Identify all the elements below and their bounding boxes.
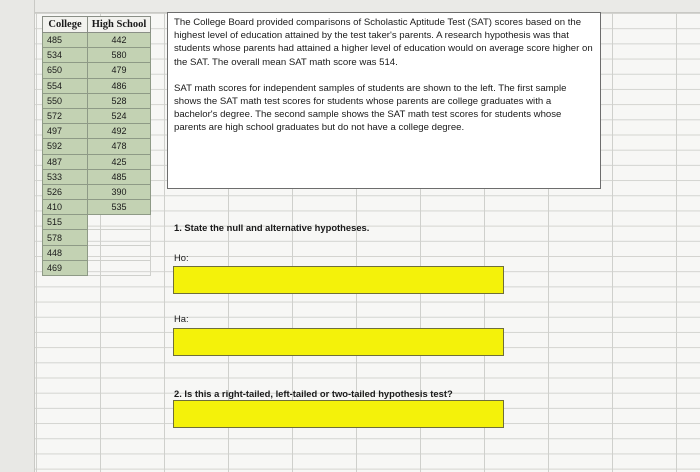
table-row [43,169,151,184]
college-score-cell[interactable]: 534 [43,48,88,63]
question-1-label: 1. State the null and alternative hypotheses. [174,222,370,233]
college-score-cell[interactable]: 533 [43,169,88,184]
high-school-header[interactable]: High School [88,17,151,33]
high-school-score-cell[interactable]: 485 [88,169,151,184]
college-header[interactable]: College [43,17,88,33]
table-row [43,63,151,78]
high-school-score-cell[interactable]: 528 [88,93,151,108]
table-row [43,215,151,230]
table-row [43,108,151,123]
table-row [43,48,151,63]
description-paragraph-2: SAT math scores for independent samples of students are shown to the left. The first sample shows the SAT math test scores for students whose parents are college graduates with a bachelor's degree. The second sample shows the SAT math test scores for students whose parents are high school graduates but do not have a college degree. [174,82,567,134]
college-score-cell[interactable]: 515 [43,215,88,230]
table-row [43,78,151,93]
empty-cell[interactable] [88,230,151,245]
empty-cell[interactable] [88,215,151,230]
high-school-score-cell[interactable]: 479 [88,63,151,78]
college-score-cell[interactable]: 485 [43,33,88,48]
table-row [43,139,151,154]
college-score-cell[interactable]: 487 [43,154,88,169]
sat-scores-table [42,16,151,276]
empty-cell[interactable] [88,245,151,260]
tail-answer-box[interactable] [173,400,504,428]
empty-cell[interactable] [88,260,151,275]
college-score-cell[interactable]: 578 [43,230,88,245]
college-score-cell[interactable]: 592 [43,139,88,154]
high-school-score-cell[interactable]: 425 [88,154,151,169]
table-row [43,154,151,169]
high-school-score-cell[interactable]: 478 [88,139,151,154]
table-row [43,93,151,108]
high-school-score-cell[interactable]: 486 [88,78,151,93]
ha-answer-box[interactable] [173,328,504,356]
table-row [43,200,151,215]
high-school-score-cell[interactable]: 580 [88,48,151,63]
high-school-score-cell[interactable]: 524 [88,108,151,123]
high-school-score-cell[interactable]: 535 [88,200,151,215]
table-row [43,230,151,245]
college-score-cell[interactable]: 572 [43,108,88,123]
table-row [43,260,151,275]
high-school-score-cell[interactable]: 442 [88,33,151,48]
high-school-score-cell[interactable]: 492 [88,124,151,139]
table-header-row [43,17,151,33]
table-row [43,124,151,139]
ho-label: Ho: [174,252,189,263]
college-score-cell[interactable]: 526 [43,184,88,199]
high-school-score-cell[interactable]: 390 [88,184,151,199]
problem-description-box [167,12,601,189]
table-row [43,33,151,48]
college-score-cell[interactable]: 554 [43,78,88,93]
ha-label: Ha: [174,313,189,324]
description-paragraph-1: The College Board provided comparisons of Scholastic Aptitude Test (SAT) scores based on the highest level of education attained by the test taker's parents. A research hypothesis was that students whose parents had attained a higher level of education would on average score higher on the SAT. The overall mean SAT math score was 514. [174,17,593,68]
college-score-cell[interactable]: 550 [43,93,88,108]
table-row [43,245,151,260]
college-score-cell[interactable]: 410 [43,200,88,215]
college-score-cell[interactable]: 448 [43,245,88,260]
college-score-cell[interactable]: 469 [43,260,88,275]
question-2-label: 2. Is this a right-tailed, left-tailed or two-tailed hypothesis test? [174,388,453,399]
row-header-strip [0,0,35,472]
college-score-cell[interactable]: 650 [43,63,88,78]
college-score-cell[interactable]: 497 [43,124,88,139]
table-row [43,184,151,199]
ho-answer-box[interactable] [173,266,504,294]
